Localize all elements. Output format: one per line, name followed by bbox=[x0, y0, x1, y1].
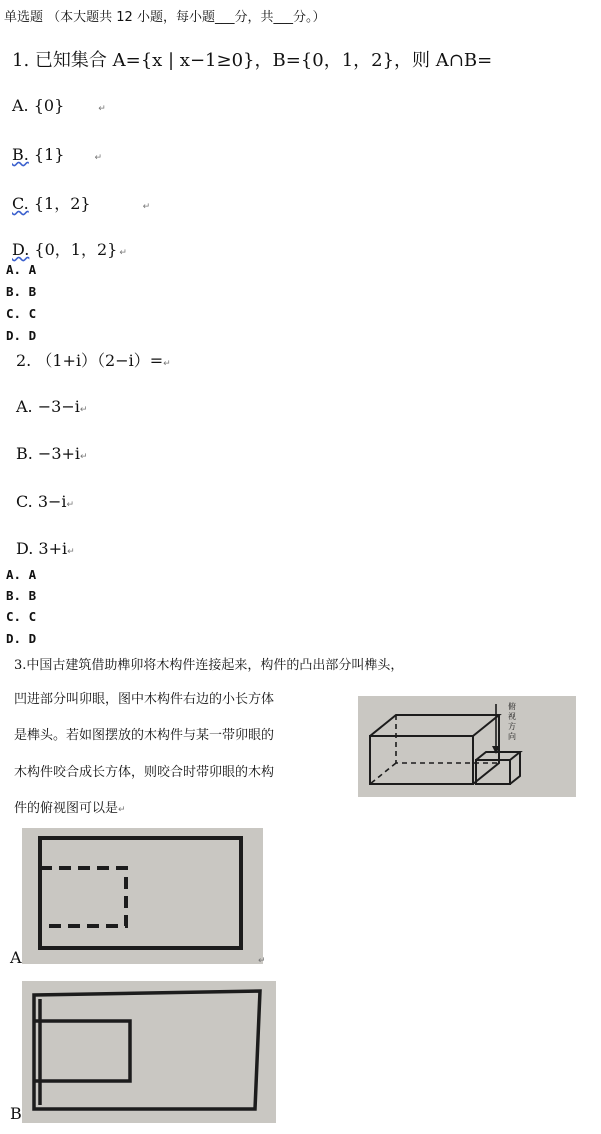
top-view-a-drawing bbox=[22, 828, 263, 964]
q1-option-c-letter: C. bbox=[12, 194, 29, 213]
return-mark-icon: ↵ bbox=[98, 104, 106, 114]
q3-line-4: 木构件咬合成长方体，则咬合时带卯眼的木构 bbox=[14, 765, 275, 780]
q1-option-b-letter: B. bbox=[12, 145, 29, 164]
q3-option-b-image[interactable] bbox=[22, 981, 276, 1123]
q3-reference-figure bbox=[358, 696, 576, 797]
q3-line-3: 是榫头。若如图摆放的木构件与某一带卯眼的 bbox=[14, 728, 275, 743]
q2-option-a bbox=[16, 397, 87, 416]
view-direction-char: 俯 bbox=[508, 702, 516, 711]
view-direction-char: 向 bbox=[508, 732, 516, 741]
q2-choice-a[interactable]: A. A bbox=[6, 567, 37, 582]
q1-option-c bbox=[12, 191, 150, 214]
top-view-b-drawing bbox=[22, 981, 276, 1123]
q1-option-c-text: {1，2} bbox=[28, 194, 91, 213]
return-mark-icon: ↵ bbox=[94, 153, 103, 163]
q1-option-a-text: {0} bbox=[28, 96, 65, 115]
q2-choice-c[interactable]: C. C bbox=[6, 609, 37, 624]
q1-choice-d[interactable]: D. D bbox=[6, 328, 37, 343]
q3-option-a-image[interactable] bbox=[22, 828, 263, 964]
view-direction-label bbox=[508, 702, 518, 742]
wood-piece-diagram bbox=[358, 696, 576, 797]
q1-choice-b[interactable]: B. B bbox=[6, 284, 37, 299]
q1-choice-c[interactable]: C. C bbox=[6, 306, 37, 321]
section-header: 单选题 （本大题共 12 小题，每小题___分，共___分。） bbox=[4, 10, 326, 25]
q2-option-c bbox=[16, 492, 74, 511]
q1-option-d-letter: D. bbox=[12, 240, 30, 259]
q1-option-a-letter: A. bbox=[12, 96, 29, 115]
q1-option-d-text: {0，1，2} bbox=[29, 240, 118, 259]
q2-option-b bbox=[16, 444, 88, 463]
view-direction-char: 视 bbox=[508, 712, 516, 721]
q1-choice-a[interactable]: A. A bbox=[6, 262, 37, 277]
q3-line-5-text: 件的俯视图可以是 bbox=[14, 801, 119, 816]
q2-option-d-text: D. 3+i bbox=[16, 539, 68, 558]
q1-stem: 1. 已知集合 A={x | x−1≥0}，B={0，1，2}，则 A∩B= bbox=[12, 50, 493, 71]
q2-option-b-text: B. −3+i bbox=[16, 444, 81, 463]
q3-line-1: 3.中国古建筑借助榫卯将木构件连接起来，构件的凸出部分叫榫头， bbox=[14, 658, 404, 673]
q3-line-2: 凹进部分叫卯眼，图中木构件右边的小长方体 bbox=[14, 692, 275, 707]
view-direction-char: 方 bbox=[508, 722, 516, 731]
return-mark-icon: ↵ bbox=[66, 500, 75, 510]
q1-option-b bbox=[12, 145, 102, 164]
q2-option-c-text: C. 3−i bbox=[16, 492, 67, 511]
return-mark-icon: ↵ bbox=[163, 359, 171, 369]
q2-stem bbox=[16, 348, 171, 371]
return-mark-icon: ↵ bbox=[80, 452, 88, 462]
return-mark-icon: ↵ bbox=[258, 956, 266, 966]
q1-option-d bbox=[12, 237, 127, 260]
return-mark-icon: ↵ bbox=[67, 547, 75, 557]
return-mark-icon: ↵ bbox=[118, 805, 126, 815]
q3-option-a-label: A bbox=[10, 948, 22, 967]
q2-stem-text: 2. （1+i）（2−i）= bbox=[16, 351, 164, 370]
return-mark-icon: ↵ bbox=[79, 405, 88, 415]
q3-option-b-label: B bbox=[10, 1104, 22, 1123]
q2-option-d bbox=[16, 539, 75, 558]
return-mark-icon: ↵ bbox=[119, 248, 127, 258]
return-mark-icon: ↵ bbox=[142, 202, 151, 212]
q2-choice-b[interactable]: B. B bbox=[6, 588, 37, 603]
q2-choice-d[interactable]: D. D bbox=[6, 631, 37, 646]
q1-option-b-text: {1} bbox=[28, 145, 65, 164]
q1-option-a bbox=[12, 96, 106, 115]
q3-line-5 bbox=[14, 797, 126, 816]
q2-option-a-text: A. −3−i bbox=[16, 397, 80, 416]
